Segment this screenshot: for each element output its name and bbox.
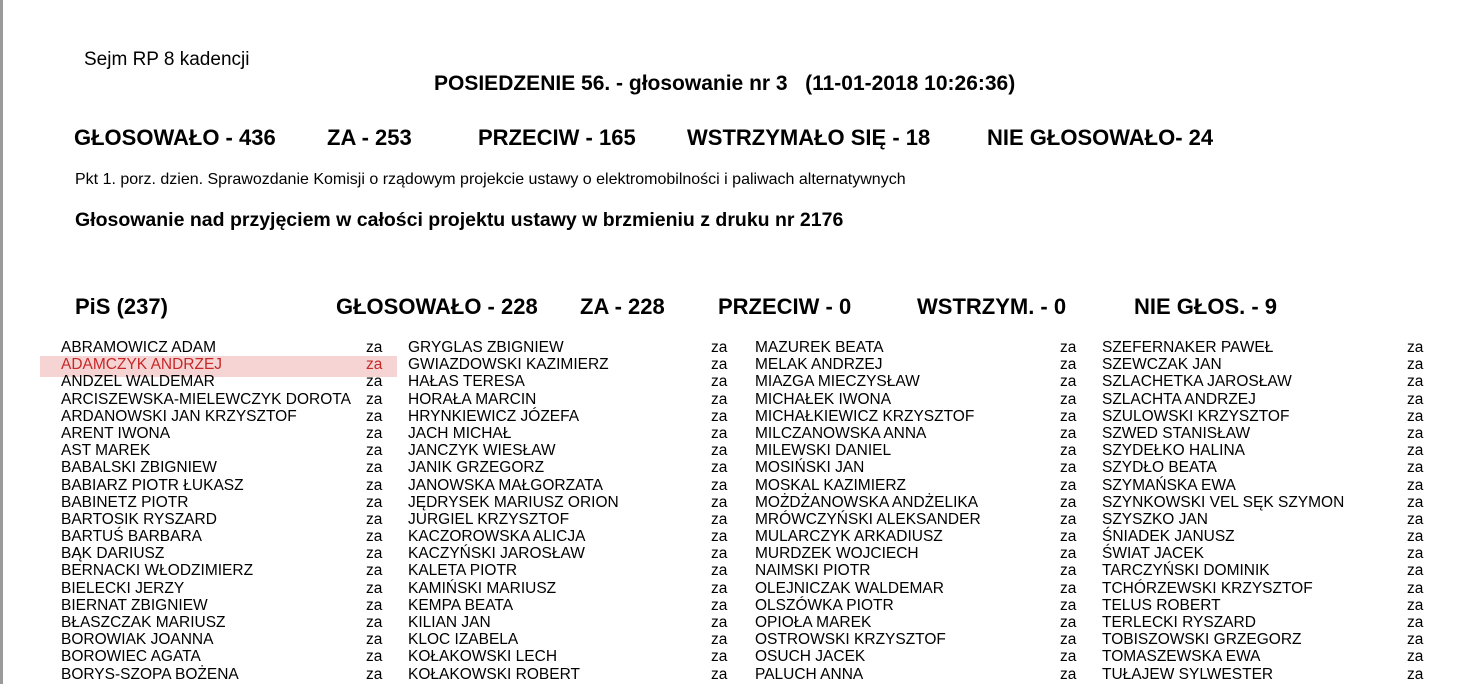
member-name: SZYNKOWSKI VEL SĘK SZYMON [1102,493,1345,511]
member-name: TERLECKI RYSZARD [1102,614,1256,631]
member-name: MOŻDŻANOWSKA ANDŻELIKA [755,493,979,511]
member-row [1102,425,1442,442]
member-name: ARENT IWONA [61,424,171,442]
member-name: JACH MICHAŁ [408,424,512,442]
member-row [61,614,401,631]
member-vote: za [366,356,383,374]
member-vote: za [1407,390,1424,408]
member-row [1102,442,1442,459]
member-name: MILCZANOWSKA ANNA [755,424,927,442]
member-name: HORAŁA MARCIN [408,390,537,408]
member-row [408,425,748,442]
member-vote: za [366,614,383,631]
member-name: SZYMAŃSKA EWA [1102,476,1236,494]
member-name: SZYSZKO JAN [1102,510,1208,528]
member-row [755,408,1095,425]
member-column-2 [408,339,748,683]
member-vote: za [1407,562,1424,580]
member-row [408,373,748,390]
member-row [1102,356,1442,373]
member-vote: za [1407,476,1424,494]
member-vote: za [711,390,728,408]
member-name: SZLACHETKA JAROSŁAW [1102,373,1292,391]
member-row [755,373,1095,390]
member-name: MRÓWCZYŃSKI ALEKSANDER [755,510,981,528]
member-vote: za [1407,459,1424,477]
member-row [755,580,1095,597]
member-vote: za [366,424,383,442]
member-vote: za [1407,339,1424,356]
member-row [1102,339,1442,356]
member-vote: za [711,545,728,563]
member-name: BIERNAT ZBIGNIEW [61,596,208,614]
member-column-4 [1102,339,1442,683]
member-row [61,339,401,356]
member-name: TOBISZOWSKI GRZEGORZ [1102,631,1302,649]
member-row [1102,494,1442,511]
member-row [408,666,748,683]
member-vote: za [1060,424,1077,442]
member-row [755,631,1095,648]
member-name: ARCISZEWSKA-MIELEWCZYK DOROTA [61,390,351,408]
member-vote: za [366,510,383,528]
member-name: HRYNKIEWICZ JÓZEFA [408,407,580,425]
member-vote: za [1060,339,1077,356]
member-row [61,528,401,545]
member-name: ŚNIADEK JANUSZ [1102,528,1235,546]
member-name: ARDANOWSKI JAN KRZYSZTOF [61,407,297,425]
member-row [408,528,748,545]
club-not-voted: NIE GŁOS. - 9 [1134,294,1278,319]
member-vote: za [1407,545,1424,563]
member-row [408,614,748,631]
member-vote: za [1407,493,1424,511]
member-name: KALETA PIOTR [408,562,518,580]
member-name: BĄK DARIUSZ [61,545,165,563]
member-vote: za [711,562,728,580]
member-vote: za [1060,407,1077,425]
member-vote: za [1060,510,1077,528]
member-row [1102,373,1442,390]
member-name: BOROWIEC AGATA [61,648,201,666]
member-name: MIAZGA MIECZYSŁAW [755,373,920,391]
member-vote: za [711,459,728,477]
member-name: ANDZEL WALDEMAR [61,373,215,391]
member-name: JANCZYK WIESŁAW [408,442,556,460]
page-edge [0,0,3,684]
member-row [755,391,1095,408]
member-name: SZLACHTA ANDRZEJ [1102,390,1256,408]
member-row [408,356,748,373]
member-vote: za [711,614,728,631]
member-name: BABALSKI ZBIGNIEW [61,459,217,477]
member-vote: za [366,562,383,580]
summary-abstained: WSTRZYMAŁO SIĘ - 18 [687,125,931,150]
member-vote: za [1407,407,1424,425]
member-row [755,459,1095,476]
club-against: PRZECIW - 0 [718,294,852,319]
member-vote: za [1407,596,1424,614]
member-vote: za [711,356,728,374]
member-name: MICHAŁKIEWICZ KRZYSZTOF [755,407,975,425]
member-name: KACZYŃSKI JAROSŁAW [408,545,585,563]
member-name: BIELECKI JERZY [61,579,185,597]
member-vote: za [1060,356,1077,374]
member-row [408,477,748,494]
member-name: MICHAŁEK IWONA [755,390,892,408]
vote-subject: Głosowanie nad przyjęciem w całości projektu ustawy w brzmieniu z druku nr 2176 [75,209,844,231]
member-row [1102,562,1442,579]
member-vote: za [1060,459,1077,477]
member-name: MELAK ANDRZEJ [755,356,883,374]
member-row [408,562,748,579]
member-row [61,425,401,442]
member-row [755,545,1095,562]
member-name: SZEFERNAKER PAWEŁ [1102,339,1274,356]
member-name: OSUCH JACEK [755,648,866,666]
member-row [408,511,748,528]
member-name: ŚWIAT JACEK [1102,545,1204,563]
member-row [1102,545,1442,562]
member-row [1102,597,1442,614]
member-row [1102,666,1442,683]
member-name: TCHÓRZEWSKI KRZYSZTOF [1102,579,1313,597]
member-name: MOSIŃSKI JAN [755,459,865,477]
sejm-label: Sejm RP 8 kadencji [84,49,250,70]
member-name: SZYDEŁKO HALINA [1102,442,1245,460]
member-name: OSTROWSKI KRZYSZTOF [755,631,946,649]
member-name: AST MAREK [61,442,151,460]
member-row [755,339,1095,356]
member-row [1102,614,1442,631]
member-row [755,356,1095,373]
member-name: SZYDŁO BEATA [1102,459,1217,477]
member-vote: za [711,442,728,460]
member-row [61,666,401,683]
member-row [1102,477,1442,494]
member-vote: za [1060,442,1077,460]
member-vote: za [1060,579,1077,597]
member-row [61,391,401,408]
member-row [61,631,401,648]
member-row [408,545,748,562]
member-name: BŁASZCZAK MARIUSZ [61,614,226,631]
member-row [1102,391,1442,408]
summary-not-voted: NIE GŁOSOWAŁO- 24 [987,125,1214,150]
member-name: NAIMSKI PIOTR [755,562,871,580]
document-title: POSIEDZENIE 56. - głosowanie nr 3 (11-01-2018 10:26:36) [434,72,1016,95]
member-row [755,494,1095,511]
summary-for: ZA - 253 [327,125,412,150]
member-row [755,477,1095,494]
member-name: SZEWCZAK JAN [1102,356,1222,374]
member-name: BERNACKI WŁODZIMIERZ [61,562,254,580]
member-row [61,511,401,528]
member-row [61,494,401,511]
member-row [755,597,1095,614]
member-name: MURDZEK WOJCIECH [755,545,919,563]
member-vote: za [366,476,383,494]
member-vote: za [366,459,383,477]
member-vote: za [1407,648,1424,666]
member-row [61,477,401,494]
member-name: KILIAN JAN [408,614,491,631]
member-name: GRYGLAS ZBIGNIEW [408,339,564,356]
member-row [61,597,401,614]
member-row [1102,528,1442,545]
member-vote: za [1060,596,1077,614]
member-name: JANIK GRZEGORZ [408,459,545,477]
member-vote: za [1060,631,1077,649]
member-row [61,356,401,373]
member-name: KEMPA BEATA [408,596,514,614]
summary-against: PRZECIW - 165 [478,125,636,150]
member-vote: za [711,579,728,597]
member-row [61,459,401,476]
member-vote: za [1060,476,1077,494]
club-name: PiS (237) [75,294,168,319]
member-row [61,648,401,665]
member-name: KLOC IZABELA [408,631,519,649]
member-name: PALUCH ANNA [755,665,864,683]
member-vote: za [366,528,383,546]
member-name: KOŁAKOWSKI LECH [408,648,558,666]
member-row [755,425,1095,442]
member-vote: za [711,665,728,683]
member-name: KOŁAKOWSKI ROBERT [408,665,580,683]
member-vote: za [711,648,728,666]
member-vote: za [711,596,728,614]
member-row [61,545,401,562]
member-name: BABIARZ PIOTR ŁUKASZ [61,476,244,494]
member-name: BOROWIAK JOANNA [61,631,214,649]
member-row [408,442,748,459]
member-name: ADAMCZYK ANDRZEJ [61,356,223,374]
member-name: JANOWSKA MAŁGORZATA [408,476,603,494]
member-vote: za [1407,665,1424,683]
member-row [755,614,1095,631]
member-row [408,339,748,356]
member-row [755,666,1095,683]
member-vote: za [366,648,383,666]
member-row [755,528,1095,545]
member-vote: za [366,339,383,356]
member-vote: za [1407,579,1424,597]
member-vote: za [711,493,728,511]
member-row [61,442,401,459]
member-name: KAMIŃSKI MARIUSZ [408,579,557,597]
agenda-item: Pkt 1. porz. dzien. Sprawozdanie Komisji o rządowym projekcie ustawy o elektromobilności i paliwach alternatywnych [75,171,906,188]
member-row [61,408,401,425]
member-vote: za [1060,493,1077,511]
club-abstained: WSTRZYM. - 0 [917,294,1067,319]
member-row [408,631,748,648]
member-row [408,648,748,665]
member-vote: za [366,390,383,408]
member-vote: za [1407,631,1424,649]
member-vote: za [711,407,728,425]
member-vote: za [1407,424,1424,442]
member-vote: za [1060,528,1077,546]
member-row [1102,580,1442,597]
member-row [408,597,748,614]
member-vote: za [1060,614,1077,631]
member-vote: za [366,579,383,597]
summary-voted: GŁOSOWAŁO - 436 [74,125,276,150]
member-name: TUŁAJEW SYLWESTER [1102,665,1274,683]
member-vote: za [366,407,383,425]
club-for: ZA - 228 [580,294,665,319]
member-name: SZWED STANISŁAW [1102,424,1251,442]
member-name: ABRAMOWICZ ADAM [61,339,217,356]
member-vote: za [366,493,383,511]
member-row [61,580,401,597]
member-vote: za [366,665,383,683]
member-vote: za [366,373,383,391]
member-vote: za [711,510,728,528]
member-vote: za [1060,545,1077,563]
member-vote: za [366,596,383,614]
member-name: TOMASZEWSKA EWA [1102,648,1261,666]
member-vote: za [1407,373,1424,391]
member-vote: za [1060,373,1077,391]
member-row [755,511,1095,528]
member-name: BORYS-SZOPA BOŻENA [61,665,239,683]
member-vote: za [1060,562,1077,580]
member-name: TARCZYŃSKI DOMINIK [1102,562,1270,580]
member-name: OLEJNICZAK WALDEMAR [755,579,944,597]
member-vote: za [366,442,383,460]
member-row [61,373,401,390]
member-row [755,562,1095,579]
member-row [408,391,748,408]
member-vote: za [711,476,728,494]
member-name: KACZOROWSKA ALICJA [408,528,586,546]
member-name: MULARCZYK ARKADIUSZ [755,528,943,546]
member-name: MOSKAL KAZIMIERZ [755,476,907,494]
member-vote: za [711,373,728,391]
member-row [1102,408,1442,425]
member-row [408,580,748,597]
member-name: JURGIEL KRZYSZTOF [408,510,570,528]
member-name: SZULOWSKI KRZYSZTOF [1102,407,1290,425]
member-vote: za [711,339,728,356]
member-name: MAZUREK BEATA [755,339,884,356]
member-row [1102,648,1442,665]
member-vote: za [711,424,728,442]
member-row [408,459,748,476]
member-row [1102,459,1442,476]
club-voted: GŁOSOWAŁO - 228 [336,294,538,319]
member-row [1102,631,1442,648]
member-vote: za [711,528,728,546]
member-vote: za [1060,665,1077,683]
member-name: HAŁAS TERESA [408,373,525,391]
member-name: OLSZÓWKA PIOTR [755,596,894,614]
member-name: MILEWSKI DANIEL [755,442,892,460]
member-column-1 [61,339,401,683]
member-vote: za [1407,442,1424,460]
member-name: BABINETZ PIOTR [61,493,189,511]
member-vote: za [1407,356,1424,374]
member-row [1102,511,1442,528]
member-row [408,408,748,425]
member-vote: za [1060,648,1077,666]
member-row [408,494,748,511]
member-vote: za [1407,614,1424,631]
member-vote: za [711,631,728,649]
member-name: TELUS ROBERT [1102,596,1221,614]
member-vote: za [1407,528,1424,546]
member-name: BARTOSIK RYSZARD [61,510,217,528]
member-name: BARTUŚ BARBARA [61,528,202,546]
member-vote: za [1407,510,1424,528]
member-vote: za [366,545,383,563]
member-row [61,562,401,579]
member-vote: za [1060,390,1077,408]
member-column-3 [755,339,1095,683]
member-name: JĘDRYSEK MARIUSZ ORION [408,493,619,511]
member-vote: za [366,631,383,649]
member-row [755,442,1095,459]
member-name: OPIOŁA MAREK [755,614,872,631]
member-row [755,648,1095,665]
member-name: GWIAZDOWSKI KAZIMIERZ [408,356,609,374]
